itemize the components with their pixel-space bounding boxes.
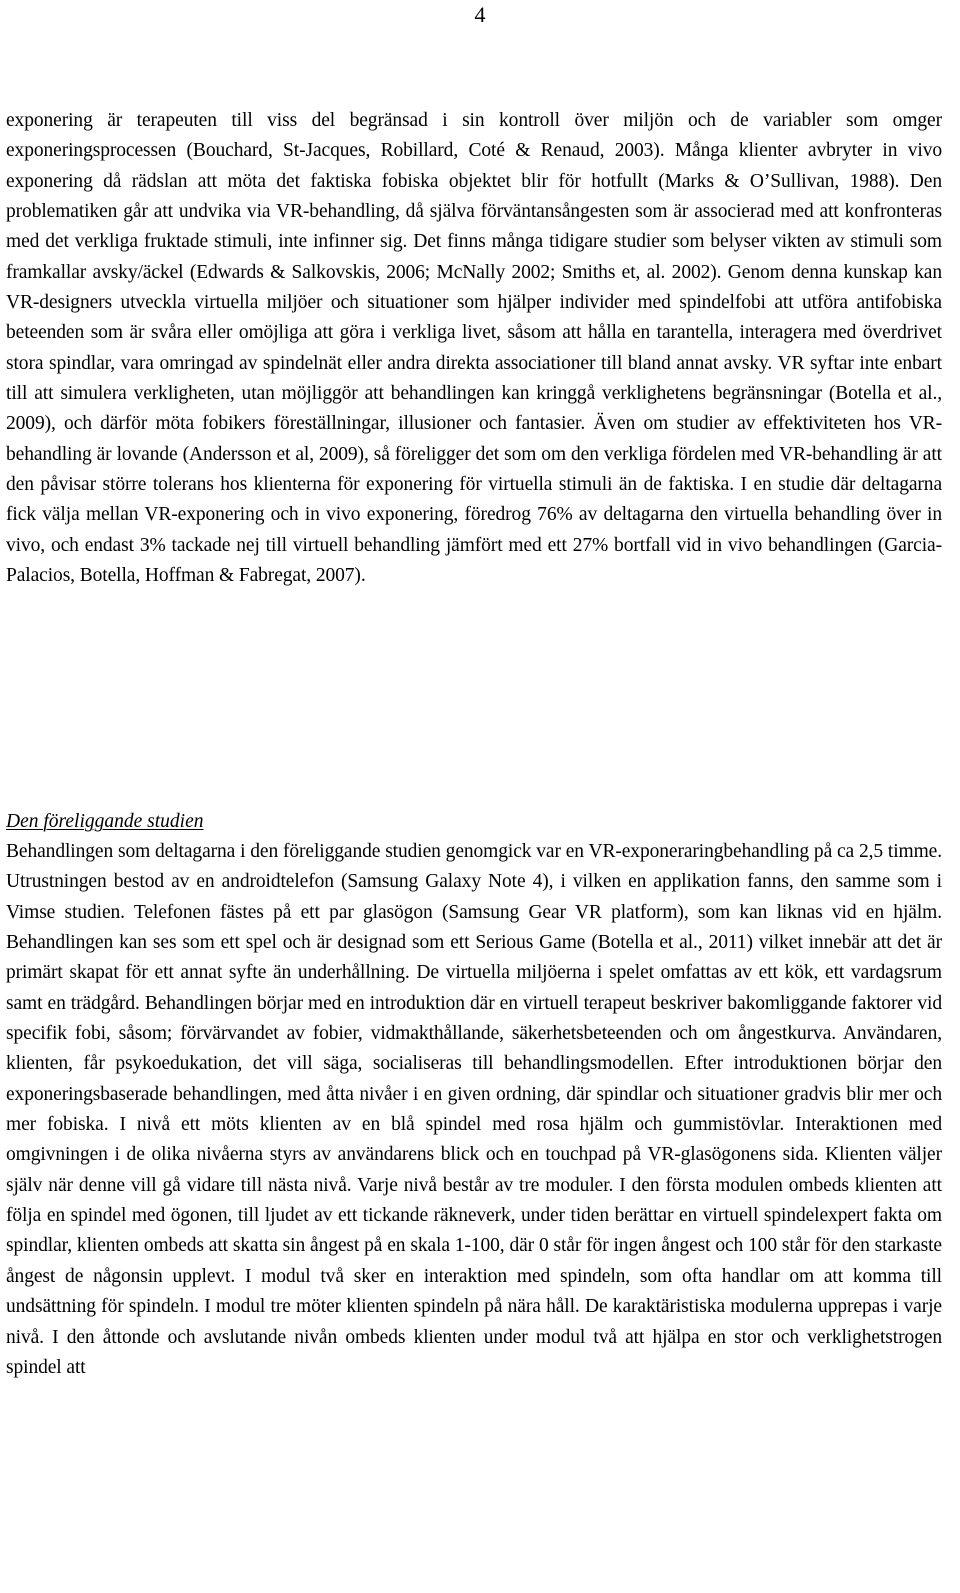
body-paragraph: exponering är terapeuten till viss del begränsad i sin kontroll över miljön och de variabler som omger exponeringsprocessen (Bouchard, St-Jacques, Robillard, Coté & Renaud, 2003). Många klienter avbryter in vivo exponering då rädslan att möta det faktiska fobiska objektet blir för hotfullt (Marks & O’Sullivan, 1988). Den problematiken går att undvika via VR-behandling, då själva förväntansångesten som är associerad med att konfronteras med det verkliga fruktade stimuli, inte infinner sig. Det finns många tidigare studier som belyser vikten av stimuli som framkallar avsky/äckel (Edwards & Salkovskis, 2006; McNally 2002; Smiths et, al. 2002). Genom denna kunskap kan VR-designers utveckla virtuella miljöer och situationer som hjälper individer med spindelfobi att utföra antifobiska beteenden som är svåra eller omöjliga att göra i verkliga livet, såsom att hålla en tarantella, interagera med överdrivet stora spindlar, vara omringad av spindelnät eller andra direkta associationer till bland annat avsky. VR syftar inte enbart till att simulera verkligheten, utan möjliggör att behandlingen kan kringgå verklighetens begränsningar (Botella et al., 2009), och därför möta fobikers föreställningar, illusioner och fantasier. Även om studier av effektiviteten hos VR-behandling är lovande (Andersson et al, 2009), så föreligger det som om den verkliga fördelen med VR-behandling är att den påvisar större tolerans hos klienterna för exponering för virtuella stimuli än de faktiska. I en studie där deltagarna fick välja mellan VR-exponering och in vivo exponering, föredrog 76% av deltagarna den virtuella behandling över in vivo, och endast 3% tackade nej till virtuell behandling jämfört med ett 27% bortfall vid in vivo behandlingen (Garcia-Palacios, Botella, Hoffman & Fabregat, 2007).	[6, 110, 942, 587]
page-number: 4	[474, 2, 486, 27]
body-paragraph: Behandlingen som deltagarna i den föreliggande studien genomgick var en VR-exponeraringbehandling på ca 2,5 timme. Utrustningen bestod av en androidtelefon (Samsung Galaxy Note 4), i vilken en applikation fanns, den samme som i Vimse studien. Telefonen fästes på ett par glasögon (Samsung Gear VR platform), som kan liknas vid en hjälm. Behandlingen kan ses som ett spel och är designad som ett Serious Game (Botella et al., 2011) vilket innebär att det är primärt skapat för ett annat syfte än underhållning. De virtuella miljöerna i spelet omfattas av ett kök, ett vardagsrum samt en trädgård. Behandlingen börjar med en introduktion där en virtuell terapeut beskriver bakomliggande faktorer vid specifik fobi, såsom; förvärvandet av fobier, vidmakthållande, säkerhetsbeteenden och om ångestkurva. Användaren, klienten, får psykoedukation, det vill säga, socialiseras till behandlingsmodellen. Efter introduktionen börjar den exponeringsbaserade behandlingen, med åtta nivåer i en given ordning, där spindlar och situationer gradvis blir mer och mer fobiska. I nivå ett möts klienten av en blå spindel med rosa hjälm och gummistövlar. Interaktionen med omgivningen i de olika nivåerna styrs av användarens blick och en touchpad på VR-glasögonens sida. Klienten väljer själv när denne vill gå vidare till nästa nivå. Varje nivå består av tre moduler. I den första modulen ombeds klienten att följa en spindel med ögonen, till ljudet av ett tickande räkneverk, under tiden berättar en virtuell spindelexpert fakta om spindlar, klienten ombeds att skatta sin ångest på en skala 1-100, där 0 står för ingen ångest och 100 står för den starkaste ångest de någonsin upplevt. I modul två sker en interaktion med spindeln, som ofta handlar om att komma till undsättning för spindeln. I modul tre möter klienten spindeln på nära håll. De karaktäristiska modulerna upprepas i varje nivå. I den åttonde och avslutande nivån ombeds klienten under modul två att hjälpa en stor och verklighetstrogen spindel att	[6, 841, 942, 1378]
section-heading: Den föreliggande studien	[6, 811, 204, 832]
